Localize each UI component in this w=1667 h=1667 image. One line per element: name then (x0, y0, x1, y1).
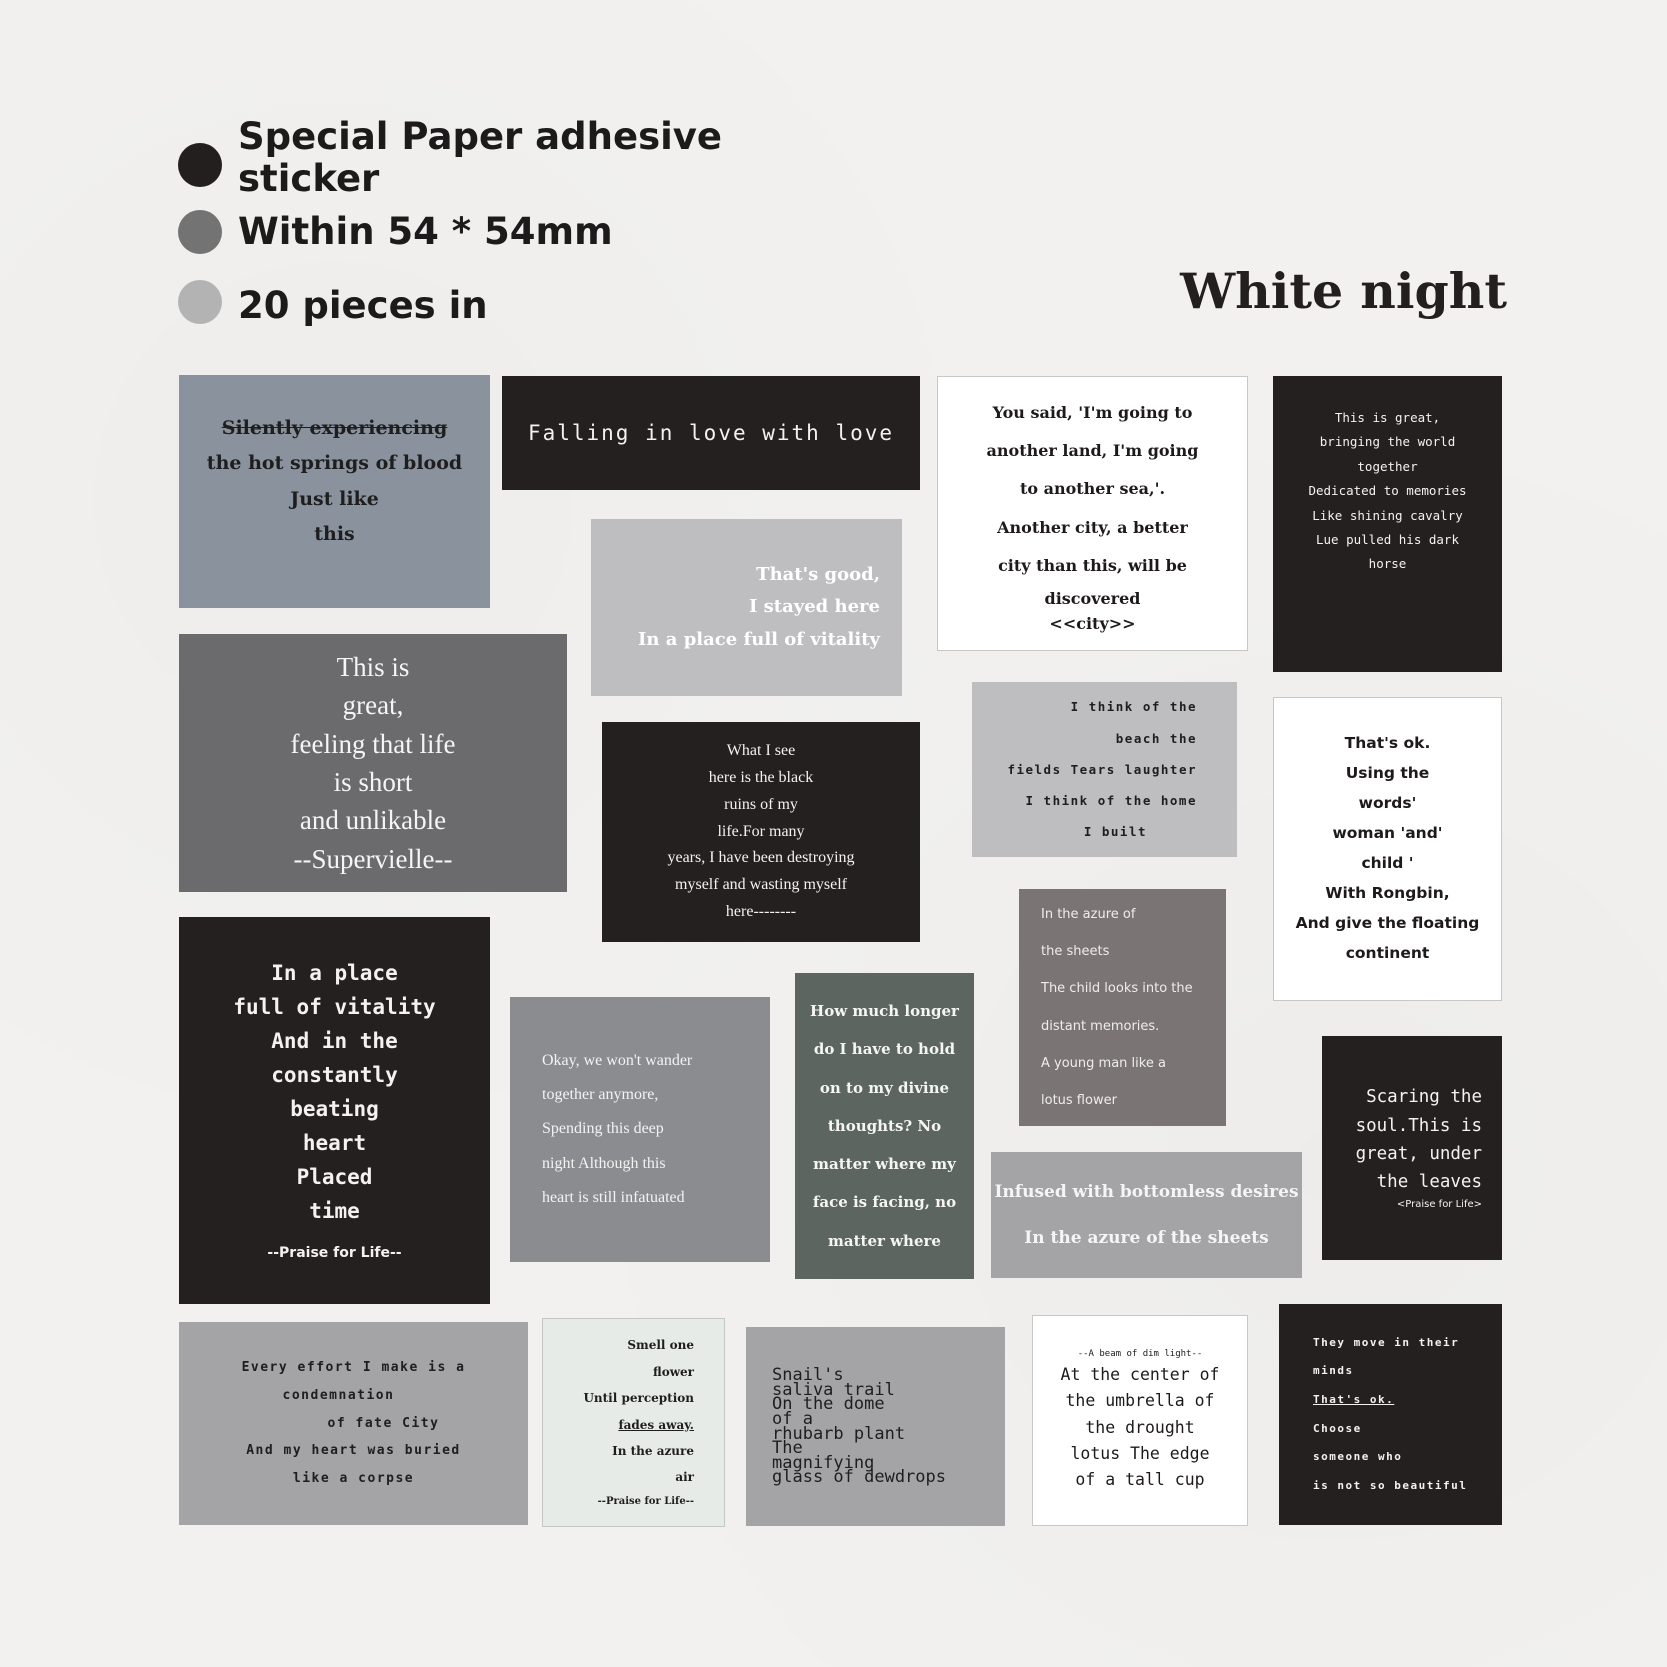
sticker-line: I think of the (1070, 699, 1197, 715)
sticker-line: of a tall cup (1075, 1470, 1205, 1490)
sticker-card (1279, 1304, 1502, 1525)
sticker-card (1032, 1315, 1248, 1526)
sticker-line: In a place full of vitality (638, 628, 880, 650)
legend-text: sticker (238, 157, 380, 200)
sticker-line: ruins of my (724, 795, 798, 813)
sticker-line: Spending this deep (542, 1120, 664, 1138)
sticker-line: matter where (828, 1231, 941, 1250)
sticker-line: magnifying (772, 1452, 875, 1473)
sticker-line: great, (342, 690, 404, 721)
sticker-line: thoughts? No (827, 1116, 942, 1135)
sticker-line: heart (302, 1131, 367, 1156)
light-gray-dot-icon (178, 280, 222, 324)
legend-text: Special Paper adhesive (238, 115, 722, 158)
sticker-line: saliva trail (772, 1379, 895, 1400)
sticker-line: face is facing, no (812, 1193, 957, 1212)
sticker-line: beating (290, 1097, 379, 1122)
sticker-line: Every effort I make is a (241, 1359, 466, 1375)
sticker-line: discovered (1044, 589, 1141, 609)
sticker-line: here-------- (725, 902, 797, 920)
sticker-line: I built (1083, 824, 1147, 840)
sticker-line: And my heart was buried (246, 1443, 461, 1459)
sticker-line: constantly (271, 1063, 398, 1088)
sticker-line: Lue pulled his dark (1316, 531, 1459, 547)
sticker-line: And in the (271, 1029, 398, 1054)
sticker-line: This is (336, 652, 410, 683)
sticker-line: Okay, we won't wander (542, 1051, 693, 1069)
sticker-line: In the azure of (1041, 907, 1136, 923)
sticker-line: <<city>> (1049, 614, 1136, 634)
sticker-line: here is the black (708, 769, 814, 787)
sticker-line: You said, 'I'm going to (992, 402, 1193, 422)
sticker-line: is not so beautiful (1313, 1478, 1468, 1492)
sticker-card (991, 1152, 1302, 1278)
sticker-line: Like shining cavalry (1312, 507, 1463, 523)
sticker-line: Placed (296, 1165, 373, 1190)
gray-dot-icon (178, 210, 222, 254)
sticker-line: matter where my (813, 1155, 956, 1174)
sticker-card (972, 682, 1237, 857)
sticker-line: full of vitality (233, 995, 436, 1020)
sticker-line: With Rongbin, (1325, 883, 1450, 902)
sticker-line: In the azure (612, 1443, 694, 1458)
sticker-line: feeling that life (290, 728, 456, 759)
sticker-card (795, 973, 974, 1279)
sticker-line: How much longer (810, 1002, 959, 1021)
legend-text: 20 pieces in (238, 284, 488, 327)
sticker-line: the sheets (1041, 944, 1110, 960)
sticker-line: continent (1345, 943, 1430, 962)
sticker-line: great, under (1355, 1143, 1482, 1164)
sticker-line: night Although this (542, 1154, 666, 1172)
sticker-line: I think of the home (1025, 793, 1197, 809)
sticker-card (1322, 1036, 1502, 1260)
sticker-line: Smell one (627, 1338, 694, 1353)
sticker-line: What I see (726, 742, 796, 760)
sticker-card (502, 376, 920, 490)
sticker-line: That's good, (756, 563, 880, 585)
sticker-line: together anymore, (542, 1085, 659, 1103)
legend-text: Within 54 * 54mm (238, 210, 613, 253)
sticker-line: bringing the world (1319, 434, 1456, 450)
sticker-line: This is great, (1334, 410, 1441, 425)
sticker-card (591, 519, 902, 696)
sticker-card (179, 634, 567, 892)
sticker-line: beach the (1115, 730, 1197, 746)
sticker-line: another land, I'm going (986, 440, 1199, 460)
dark-dot-icon (178, 143, 222, 187)
sticker-line: air (675, 1470, 694, 1485)
sticker-line: city than this, will be (998, 556, 1187, 576)
sticker-line: distant memories. (1041, 1018, 1160, 1034)
sticker-line: They move in their (1313, 1335, 1460, 1349)
sticker-line: Just like (290, 487, 379, 510)
sticker-line: life.For many (717, 822, 805, 840)
sticker-card (179, 1322, 528, 1525)
sticker-line: The (772, 1438, 803, 1459)
sticker-line: the leaves (1376, 1172, 1482, 1193)
sticker-line: --Supervielle-- (293, 843, 453, 874)
sticker-line: A young man like a (1041, 1055, 1166, 1071)
sticker-line: --Praise for Life-- (597, 1495, 694, 1507)
sticker-line: years, I have been destroying (667, 849, 855, 867)
sticker-line: like a corpse (292, 1471, 415, 1487)
sticker-line: Snail's (772, 1365, 844, 1386)
sticker-line: of fate City (327, 1415, 440, 1431)
sticker-card (602, 722, 920, 942)
sticker-line: Infused with bottomless desires (994, 1181, 1299, 1202)
sticker-line: At the center of (1060, 1364, 1220, 1384)
sticker-line: --Praise for Life-- (267, 1245, 402, 1262)
sticker-card (746, 1327, 1005, 1526)
sticker-line: --A beam of dim light-- (1077, 1349, 1203, 1360)
sticker-line: lotus flower (1041, 1092, 1117, 1108)
sticker-line: In a place (271, 961, 398, 986)
sticker-line: fields Tears laughter (1007, 761, 1197, 777)
sticker-line: is short (333, 767, 413, 797)
sticker-line: Falling in love with love (527, 420, 895, 445)
sticker-line: someone who (1313, 1450, 1403, 1464)
sticker-line: together (1357, 458, 1418, 474)
sticker-line: <Praise for Life> (1396, 1198, 1482, 1210)
sticker-card (179, 375, 490, 608)
sticker-line: flower (652, 1364, 694, 1379)
sticker-line: Using the (1345, 764, 1430, 783)
sticker-card (1019, 889, 1226, 1126)
sticker-line: Until perception (583, 1391, 694, 1406)
sticker-line: of a (772, 1408, 813, 1429)
sticker-line: Another city, a better (997, 517, 1188, 537)
sticker-line: the drought (1085, 1417, 1195, 1437)
page-title: White night (1180, 262, 1507, 320)
sticker-line: do I have to hold (813, 1040, 956, 1059)
sticker-line: and unlikable (299, 805, 447, 836)
sticker-line: child ' (1361, 854, 1414, 872)
sticker-line: minds (1313, 1364, 1354, 1378)
sticker-line: the hot springs of blood (206, 452, 463, 475)
sticker-card (542, 1318, 725, 1527)
sticker-line: the umbrella of (1065, 1391, 1215, 1411)
sticker-line: words' (1358, 794, 1417, 813)
sticker-line: That's ok. (1313, 1392, 1395, 1406)
sticker-line: Choose (1313, 1421, 1362, 1435)
sticker-line: time (309, 1199, 360, 1224)
sticker-card (937, 376, 1248, 651)
sticker-line: In the azure of the sheets (1024, 1228, 1269, 1248)
sticker-card (1273, 697, 1502, 1001)
sticker-card (510, 997, 770, 1262)
sticker-line: Silently experiencing (221, 417, 448, 440)
sticker-line: I stayed here (748, 596, 880, 618)
sticker-line: That's ok. (1344, 734, 1431, 753)
sticker-line: On the dome (772, 1394, 885, 1415)
sticker-line: glass of dewdrops (772, 1467, 946, 1488)
sticker-line: Dedicated to memories (1308, 483, 1467, 499)
sticker-line: heart is still infatuated (542, 1189, 685, 1207)
sticker-line: woman 'and' (1332, 824, 1443, 843)
sticker-line: Scaring the (1366, 1087, 1482, 1108)
sticker-line: lotus The edge (1070, 1443, 1210, 1463)
sticker-line: this (314, 522, 355, 545)
sticker-line: fades away. (618, 1417, 694, 1432)
sticker-card (1273, 376, 1502, 672)
sticker-line: soul.This is (1355, 1115, 1482, 1136)
sticker-line: And give the floating (1295, 913, 1480, 932)
sticker-line: to another sea,'. (1019, 479, 1166, 499)
sticker-line: The child looks into the (1041, 981, 1193, 997)
sticker-line: on to my divine (819, 1078, 950, 1097)
sticker-card (179, 917, 490, 1304)
sticker-line: myself and wasting myself (675, 876, 847, 894)
sticker-line: horse (1368, 556, 1407, 572)
sticker-line: rhubarb plant (772, 1423, 906, 1444)
sticker-line: condemnation (282, 1387, 395, 1403)
